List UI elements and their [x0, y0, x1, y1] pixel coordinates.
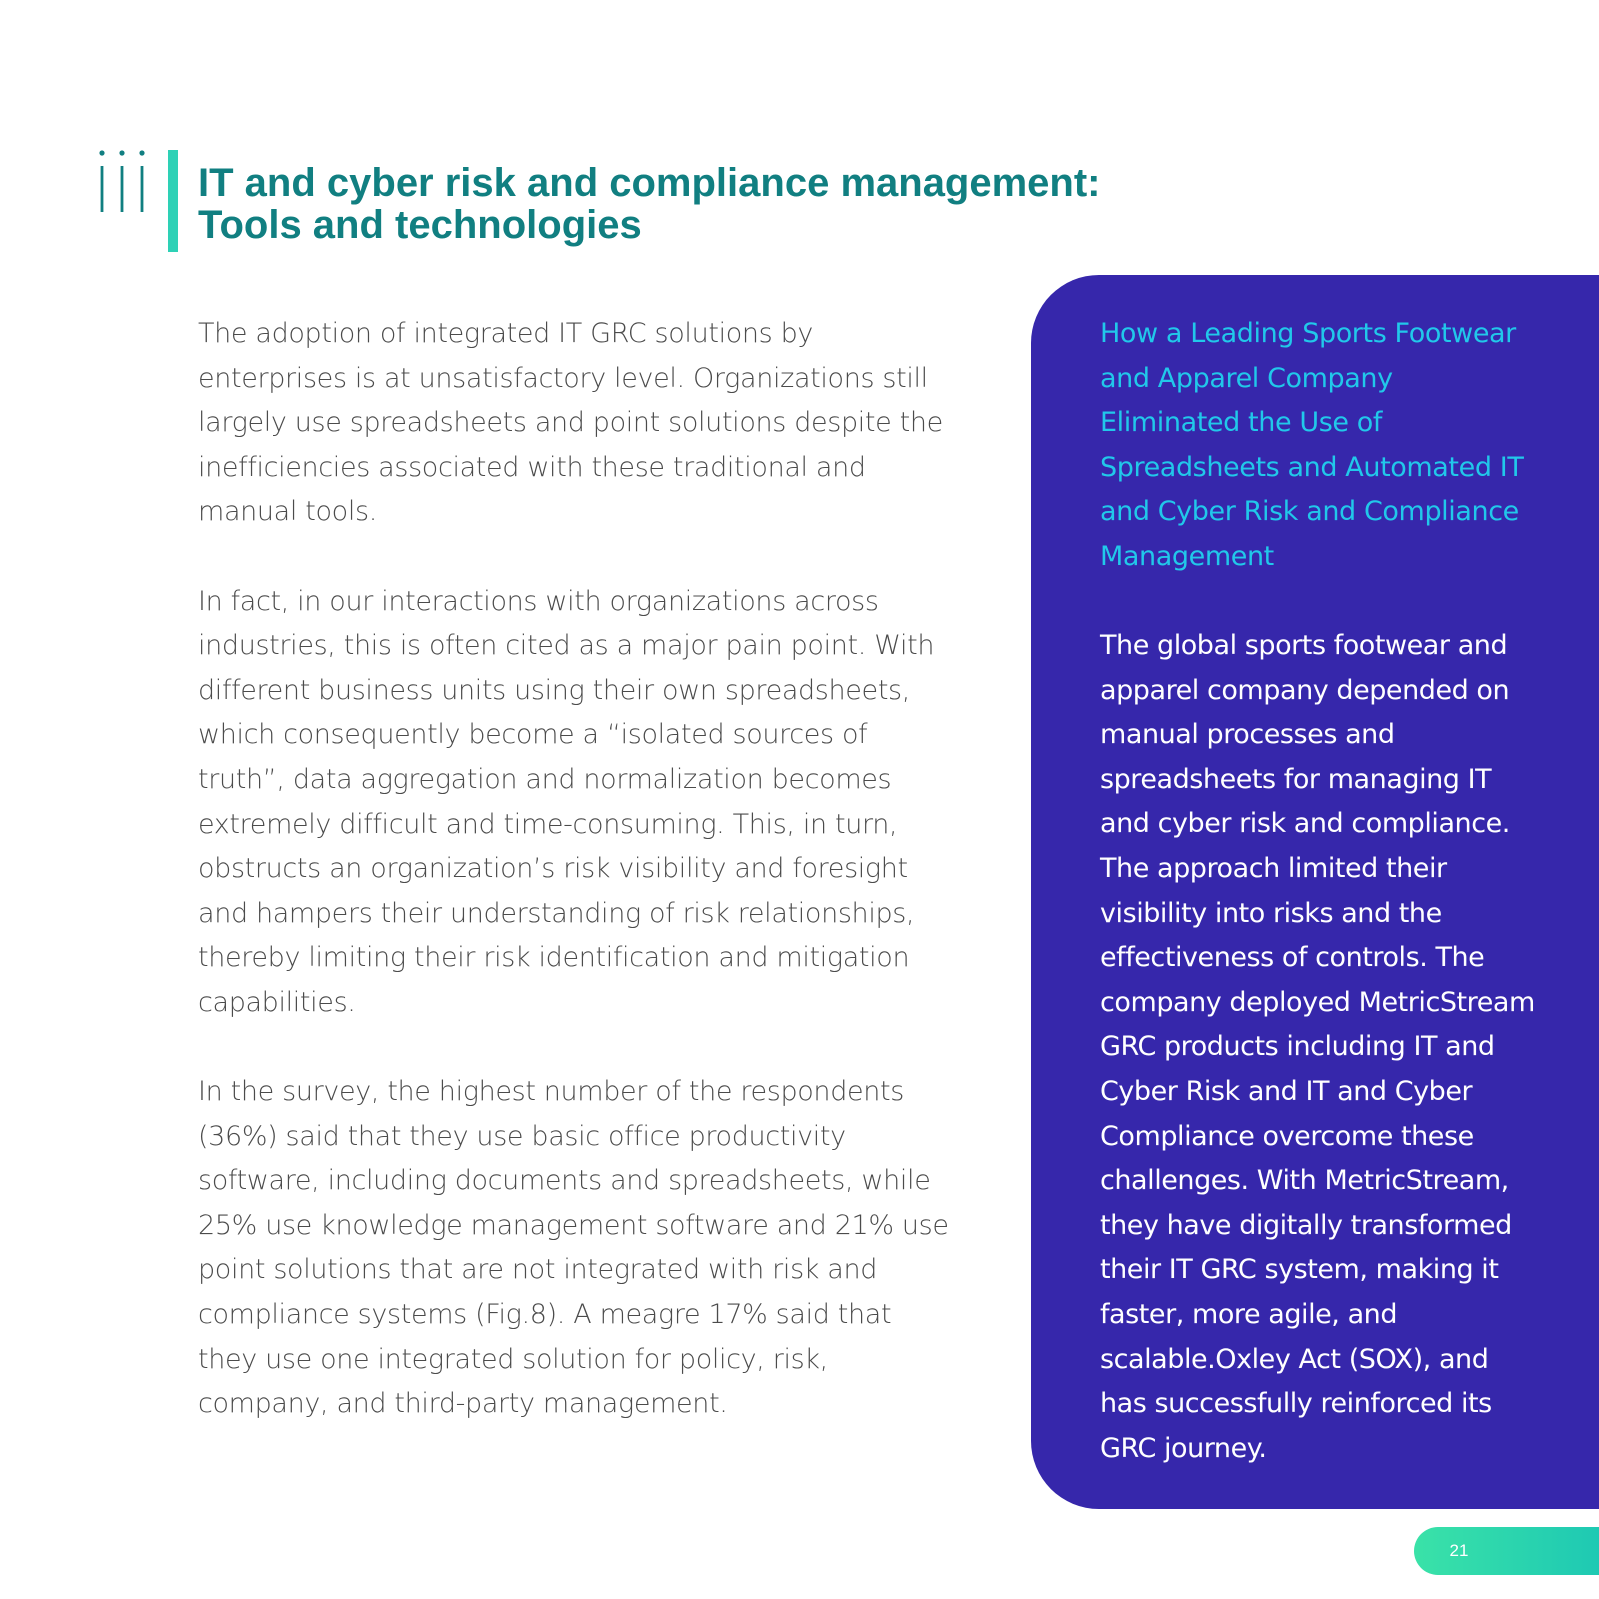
main-body-text: [198, 312, 958, 1471]
page-number-tab: [1414, 1527, 1599, 1575]
case-study-body: The global sports footwear and apparel company depended on manual processes and spreadsheets for managing IT and cyber risk and compliance. The approach limited their visibility into risks and the effectiveness of controls. The company deployed MetricStream GRC products including IT and Cyber Risk and IT and Cyber Compliance overcome these challenges. With MetricStream, they have digitally transformed their IT GRC system, making it faster, more agile, and scalable.Oxley Act (SOX), and has successfully reinforced its GRC journey.: [1100, 630, 1535, 1464]
body-paragraph-1: The adoption of integrated IT GRC solutions by enterprises is at unsatisfactory level. Organizations still largely use spreadsheets and point solutions despite the inefficiencies associated with these traditional and manual tools.: [198, 318, 943, 528]
body-paragraph-2: In fact, in our interactions with organizations across industries, this is often cited as a major pain point. With different business units using their own spreadsheets, which consequently become a “isolated sources of truth”, data aggregation and normalization becomes extremely difficult and time-consuming. This, in turn, obstructs an organization’s risk visibility and foresight and hampers their understanding of risk relationships, thereby limiting their risk identification and mitigation capabilities.: [198, 585, 935, 1018]
page-title: [198, 162, 1198, 246]
case-study-heading[interactable]: How a Leading Sports Footwear and Apparel Company Eliminated the Use of Spreadsheets and Automated IT and Cyber Risk and Compliance Management: [1100, 318, 1524, 572]
body-paragraph-3: In the survey, the highest number of the respondents (36%) said that they use basic office productivity software, including documents and spreadsheets, while 25% use knowledge management software and 21% use point solutions that are not integrated with risk and compliance systems (Fig.8). A meagre 17% said that they use one integrated solution for policy, risk, company, and third-party management.: [198, 1076, 949, 1420]
page-number: 21: [1449, 1541, 1469, 1560]
page-title-line-1: IT and cyber risk and compliance management:: [198, 161, 1101, 205]
page-title-line-2: Tools and technologies: [198, 203, 642, 247]
three-dotted-bars-icon: [98, 150, 148, 212]
title-accent-bar: [168, 150, 178, 252]
